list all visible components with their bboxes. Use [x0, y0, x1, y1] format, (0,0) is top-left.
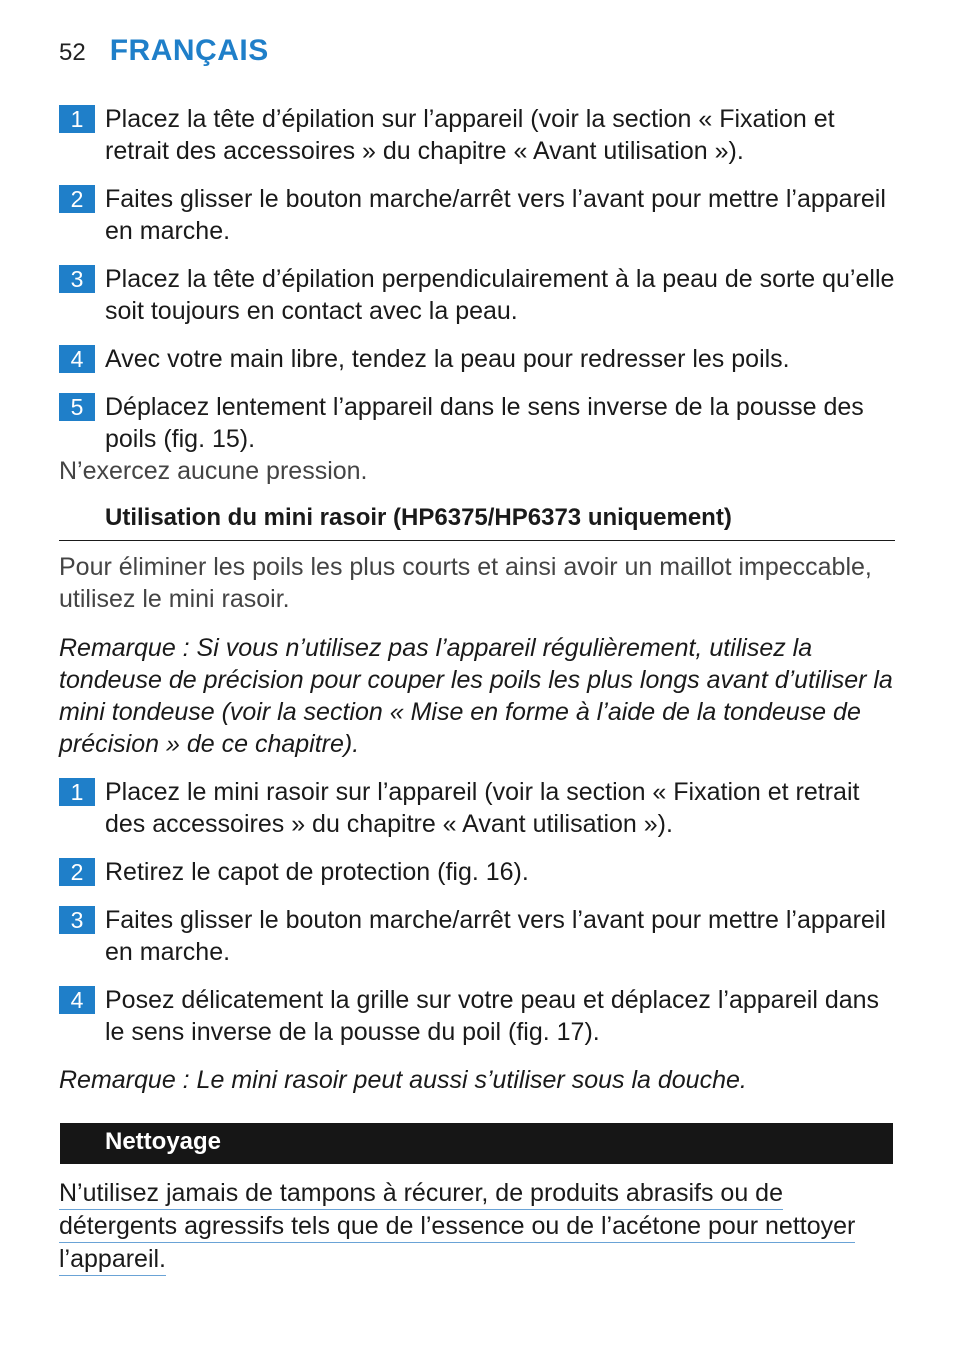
subsection-title: Utilisation du mini rasoir (HP6375/HP6373 uniquement): [105, 504, 732, 531]
step-text: Placez le mini rasoir sur l’appareil (voir la section « Fixation et retrait des accessoires » du chapitre « Avant utilisation »).: [105, 778, 860, 838]
section-heading-bar: [60, 1123, 893, 1164]
language-title: FRANÇAIS: [109, 34, 269, 67]
step-a-1: [59, 103, 899, 167]
step-text: Placez la tête d’épilation perpendiculairement à la peau de sorte qu’elle soit toujours en contact avec la peau.: [105, 265, 895, 325]
step-number: 3: [59, 906, 95, 934]
step-b-4: [59, 984, 899, 1048]
note-2: Remarque : Le mini rasoir peut aussi s’utiliser sous la douche.: [59, 1066, 747, 1094]
step-text: Faites glisser le bouton marche/arrêt vers l’avant pour mettre l’appareil en marche.: [105, 185, 886, 245]
warning-line: l’appareil.: [59, 1243, 166, 1276]
step-text: Déplacez lentement l’appareil dans le sens inverse de la pousse des poils (fig. 15).: [105, 393, 864, 453]
note-1: Remarque : Si vous n’utilisez pas l’appareil régulièrement, utilisez la tondeuse de précision pour couper les poils les plus longs avant d’utiliser la mini tondeuse (voir la section « Mise en forme à l’aide de la tondeuse de précision » de ce chapitre).: [59, 634, 893, 758]
step-number: 4: [59, 986, 95, 1014]
step-b-1: [59, 776, 899, 840]
section-title: Nettoyage: [105, 1128, 222, 1155]
step-text: Faites glisser le bouton marche/arrêt vers l’avant pour mettre l’appareil en marche.: [105, 906, 886, 966]
subsection-heading: [59, 502, 895, 541]
page-header: [59, 34, 269, 68]
page-number: 52: [59, 39, 86, 66]
step-a-2: [59, 183, 899, 247]
step-number: 5: [59, 393, 95, 421]
step-b-2: [59, 856, 899, 888]
step-number: 2: [59, 858, 95, 886]
step-number: 1: [59, 778, 95, 806]
warning-line: N’utilisez jamais de tampons à récurer, de produits abrasifs ou de: [59, 1177, 783, 1210]
intro-text: Pour éliminer les poils les plus courts et ainsi avoir un maillot impeccable, utilisez le mini rasoir.: [59, 553, 872, 613]
step-number: 4: [59, 345, 95, 373]
step-text: Retirez le capot de protection (fig. 16).: [105, 858, 529, 886]
step-a-3: [59, 263, 899, 327]
step-a-5: [59, 391, 899, 455]
step-number: 1: [59, 105, 95, 133]
step-number: 3: [59, 265, 95, 293]
no-pressure-text: N’exercez aucune pression.: [59, 457, 368, 485]
step-b-3: [59, 904, 899, 968]
step-text: Avec votre main libre, tendez la peau pour redresser les poils.: [105, 345, 790, 373]
warning-text: [59, 1177, 899, 1276]
step-number: 2: [59, 185, 95, 213]
step-a-4: [59, 343, 899, 375]
step-text: Posez délicatement la grille sur votre peau et déplacez l’appareil dans le sens inverse de la pousse du poil (fig. 17).: [105, 986, 880, 1046]
warning-line: détergents agressifs tels que de l’essence ou de l’acétone pour nettoyer: [59, 1210, 855, 1243]
step-text: Placez la tête d’épilation sur l’appareil (voir la section « Fixation et retrait des accessoires » du chapitre « Avant utilisation »).: [105, 105, 835, 165]
